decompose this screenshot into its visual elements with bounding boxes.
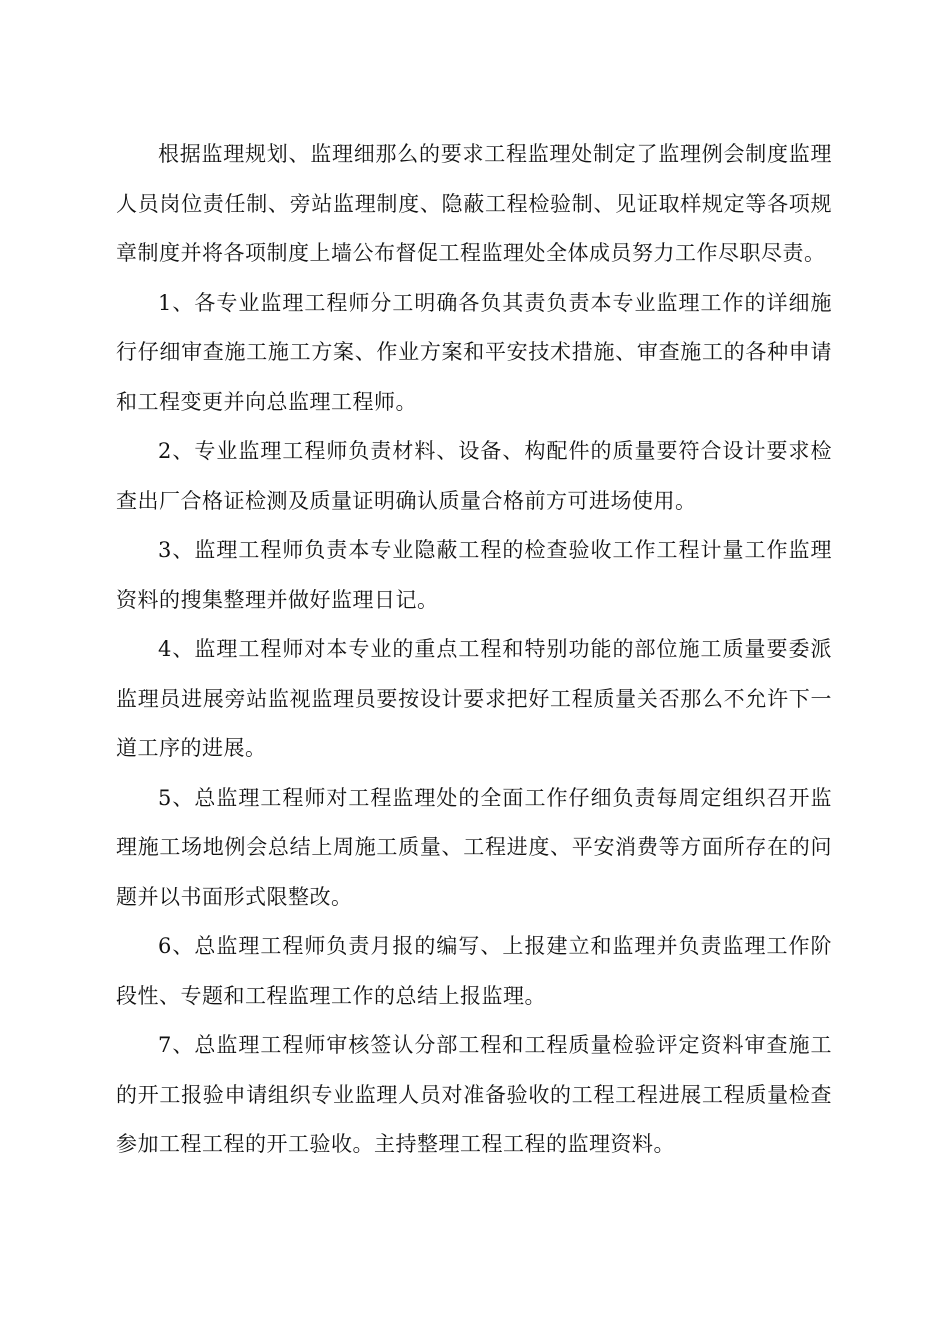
paragraph-intro: 根据监理规划、监理细那么的要求工程监理处制定了监理例会制度监理人员岗位责任制、旁站监理制度、隐蔽工程检验制、见证取样规定等各项规章制度并将各项制度上墙公布督促工程监理处全体成员努力工作尽职尽责。	[116, 142, 832, 265]
paragraph-item-2: 2、专业监理工程师负责材料、设备、构配件的质量要符合设计要求检查出厂合格证检测及质量证明确认质量合格前方可进场使用。	[116, 439, 832, 513]
paragraph-item-3: 3、监理工程师负责本专业隐蔽工程的检查验收工作工程计量工作监理资料的搜集整理并做好监理日记。	[116, 538, 832, 612]
document-body	[116, 130, 832, 1170]
paragraph-item-5: 5、总监理工程师对工程监理处的全面工作仔细负责每周定组织召开监理施工场地例会总结上周施工质量、工程进度、平安消费等方面所存在的问题并以书面形式限整改。	[116, 785, 832, 909]
paragraph-item-6: 6、总监理工程师负责月报的编写、上报建立和监理并负责监理工作阶段性、专题和工程监理工作的总结上报监理。	[116, 934, 832, 1008]
paragraph-item-7: 7、总监理工程师审核签认分部工程和工程质量检验评定资料审查施工的开工报验申请组织专业监理人员对准备验收的工程工程进展工程质量检查参加工程工程的开工验收。主持整理工程工程的监理资料。	[116, 1033, 832, 1156]
paragraph-item-1: 1、各专业监理工程师分工明确各负其责负责本专业监理工作的详细施行仔细审查施工施工方案、作业方案和平安技术措施、审查施工的各种申请和工程变更并向总监理工程师。	[116, 290, 832, 414]
paragraph-item-4: 4、监理工程师对本专业的重点工程和特别功能的部位施工质量要委派监理员进展旁站监视监理员要按设计要求把好工程质量关否那么不允许下一道工序的进展。	[116, 637, 832, 760]
